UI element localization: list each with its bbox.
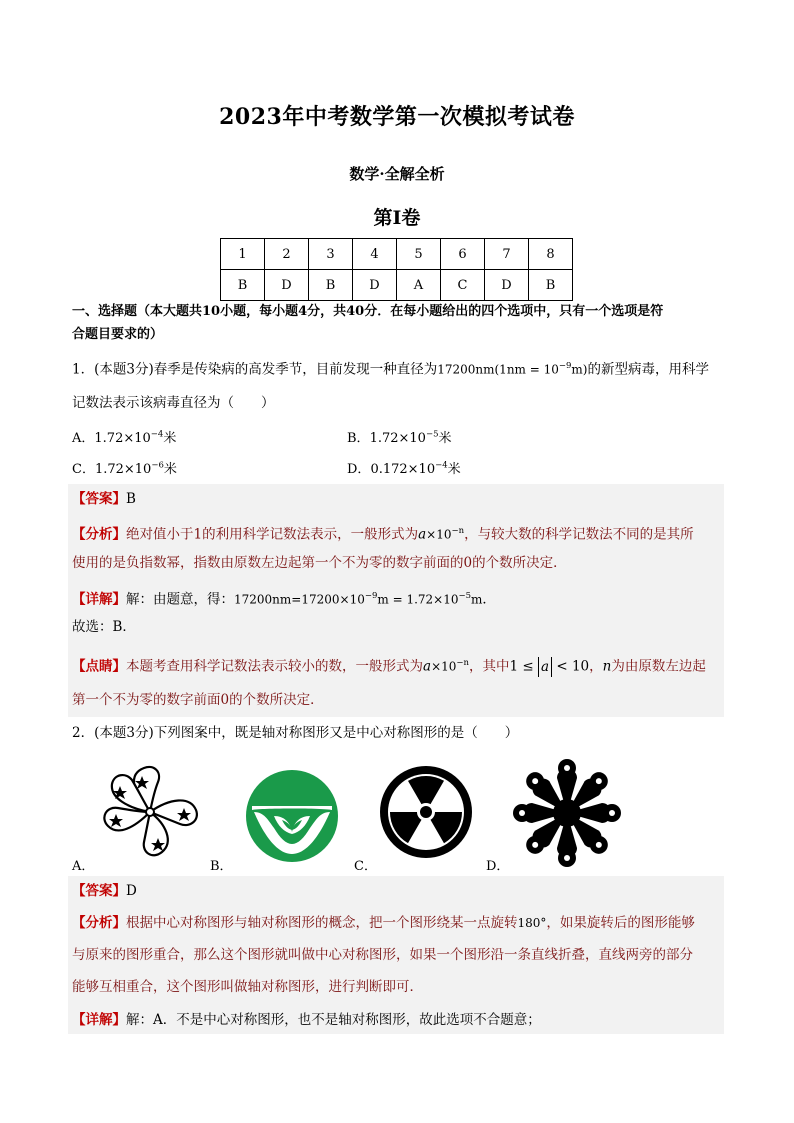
answer-table-number-row: [221, 239, 573, 270]
answer-table-answer-row: [221, 270, 573, 301]
q1-answer: [72, 489, 136, 509]
comment-label: 【点睛】: [72, 658, 126, 675]
comment-text: 本题考查用科学记数法表示较小的数，一般形式为: [126, 658, 423, 675]
formula-text: ×10: [431, 659, 457, 674]
q1-comment: [72, 653, 706, 677]
option-label: A．: [72, 431, 95, 446]
formula-exponent: −9: [364, 591, 378, 601]
q2-analysis-line3: 能够互相重合，这个图形叫做轴对称图形，进行判断即可．: [72, 979, 423, 995]
option-unit: 米: [163, 462, 177, 477]
answer-table: [220, 238, 573, 301]
table-cell: D: [353, 270, 397, 301]
option-label: C．: [72, 462, 95, 477]
question-1-stem: [72, 356, 709, 380]
figure-d-label: D．: [486, 859, 510, 874]
table-cell: 3: [309, 239, 353, 270]
figure-a-bauhinia: [92, 762, 208, 862]
detail-label: 【详解】: [72, 591, 126, 608]
analysis-text: ，与较大数的科学记数法不同的是其所: [464, 526, 694, 543]
comment-text: ，: [589, 658, 603, 675]
formula-exponent: −5: [458, 591, 472, 601]
table-cell: 6: [441, 239, 485, 270]
section-heading-line: 一、选择题（本大题共10小题，每小题4分，共40分．在每小题给出的四个选项中，只有一个选项是符: [72, 304, 664, 319]
table-cell: 7: [485, 239, 529, 270]
analysis-text: ，如果旋转后的图形能够: [546, 915, 695, 931]
question-1-stem-line2: 记数法表示该病毒直径为（ ）: [72, 395, 275, 411]
table-cell: B: [221, 270, 265, 301]
formula-text: ×10: [426, 527, 452, 542]
q2-detail: [72, 1010, 541, 1030]
section-heading: [72, 300, 732, 346]
volume-heading: 第Ⅰ卷: [373, 207, 421, 229]
figure-a-label: A．: [72, 859, 95, 874]
detail-label: 【详解】: [72, 1012, 126, 1028]
stem-unit-def-end: m): [571, 362, 588, 377]
option-b: [347, 427, 452, 446]
stem-exponent: −9: [558, 361, 572, 371]
option-exponent: −5: [425, 429, 439, 440]
q1-analysis: [72, 521, 694, 545]
option-label: B．: [347, 431, 370, 446]
formula-text: < 10: [552, 658, 590, 675]
formula-abs: a: [538, 657, 552, 677]
table-cell: 8: [529, 239, 573, 270]
answer-label: 【答案】: [72, 883, 126, 899]
q2-analysis: [72, 913, 695, 933]
formula-exponent: −n: [451, 526, 465, 536]
q2-answer: [72, 881, 137, 901]
formula-text: 180°: [517, 916, 547, 930]
stem-text: 1．(本题3分)春季是传染病的高发季节，目前发现一种直径为: [72, 361, 438, 378]
stem-unit-def: (1nm = 10: [494, 362, 559, 377]
answer-value: D: [126, 883, 137, 899]
option-value: 1.72×10: [94, 462, 152, 477]
table-cell: 4: [353, 239, 397, 270]
page-subtitle: 数学·全解全析: [349, 165, 445, 183]
answer-value: B: [126, 491, 136, 507]
detail-text: 解：由题意，得：: [126, 591, 234, 608]
figure-c-label: C．: [354, 859, 377, 874]
stem-value: 17200nm: [437, 362, 495, 377]
table-cell: B: [529, 270, 573, 301]
formula-text: 1 ≤: [509, 658, 538, 675]
formula-text: 17200nm=17200×10: [234, 592, 365, 607]
analysis-text: 绝对值小于1的利用科学记数法表示，一般形式为: [126, 526, 419, 543]
q1-choose: 故选：B．: [72, 619, 136, 635]
table-cell: C: [441, 270, 485, 301]
section-heading-line: 合题目要求的）: [72, 327, 164, 342]
table-cell: B: [309, 270, 353, 301]
option-unit: 米: [438, 431, 452, 446]
page-title: 2023年中考数学第一次模拟考试卷: [219, 104, 575, 130]
formula-exponent: −n: [456, 658, 469, 668]
detail-text: 解：A．不是中心对称图形，也不是轴对称图形，故此选项不合题意；: [126, 1012, 541, 1028]
answer-label: 【答案】: [72, 491, 126, 507]
option-value: 0.172×10: [370, 462, 436, 477]
option-value: 1.72×10: [369, 431, 426, 446]
option-exponent: −4: [150, 429, 164, 440]
q1-comment-line2: 第一个不为零的数字前面0的个数所决定．: [72, 692, 324, 708]
option-exponent: −4: [435, 460, 448, 471]
comment-text: ，其中: [469, 658, 510, 675]
formula-var: a: [423, 658, 432, 675]
figure-b-label: B．: [210, 859, 233, 874]
figure-c-circle-symbol: [378, 764, 474, 860]
table-cell: 2: [265, 239, 309, 270]
comment-text: 为由原数左边起: [611, 658, 706, 675]
q1-detail: [72, 586, 496, 610]
option-exponent: −6: [151, 460, 164, 471]
stem-text: 的新型病毒，用科学: [587, 361, 709, 378]
option-unit: 米: [447, 462, 461, 477]
q2-analysis-line2: 与原来的图形重合，那么这个图形就叫做中心对称图形，如果一个图形沿一条直线折叠，直线两旁的部分: [72, 947, 693, 963]
table-cell: D: [485, 270, 529, 301]
formula-text: m = 1.72×10: [377, 592, 459, 607]
table-cell: 1: [221, 239, 265, 270]
table-cell: 5: [397, 239, 441, 270]
detail-text: ．: [482, 591, 496, 608]
formula-var: n: [602, 658, 612, 675]
table-cell: D: [265, 270, 309, 301]
question-2-stem: 2．(本题3分)下列图案中，既是轴对称图形又是中心对称图形的是（ ）: [72, 725, 519, 741]
option-a: [72, 427, 176, 446]
option-c: [72, 458, 177, 477]
option-d: [347, 458, 461, 477]
formula-text: m: [471, 592, 483, 607]
analysis-label: 【分析】: [72, 526, 126, 543]
analysis-text: 根据中心对称图形与轴对称图形的概念，把一个图形绕某一点旋转: [126, 915, 518, 931]
table-cell: A: [397, 270, 441, 301]
option-value: 1.72×10: [94, 431, 151, 446]
option-unit: 米: [163, 431, 177, 446]
figure-b-green-logo: [244, 768, 340, 864]
figure-d-flower-symbol: [512, 758, 622, 868]
q1-analysis-line2: 使用的是负指数幂，指数由原数左边起第一个不为零的数字前面的0的个数所决定．: [72, 555, 567, 571]
option-label: D．: [347, 462, 371, 477]
formula-var: a: [418, 526, 427, 543]
analysis-label: 【分析】: [72, 915, 126, 931]
